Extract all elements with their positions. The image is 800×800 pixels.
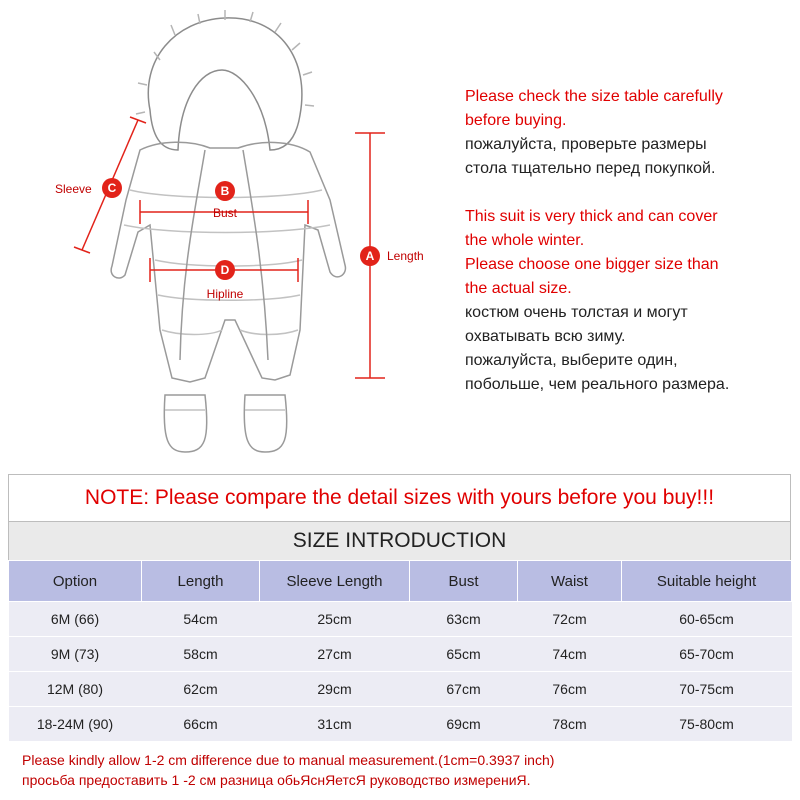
table-cell: 58cm	[142, 637, 260, 672]
note-line: охватывать всю зиму.	[465, 328, 626, 345]
note-line: Please choose one bigger size than	[465, 256, 719, 273]
snowsuit-outline	[111, 10, 345, 452]
table-cell: 6M (66)	[9, 602, 142, 637]
note-line: This suit is very thick and can cover	[465, 208, 718, 225]
table-cell: 9M (73)	[9, 637, 142, 672]
table-cell: 74cm	[518, 637, 622, 672]
table-cell: 72cm	[518, 602, 622, 637]
table-cell: 65cm	[410, 637, 518, 672]
footnote-russian: просьба предоставить 1 -2 см разница обьЯснЯетсЯ руководство измерениЯ.	[22, 772, 531, 788]
table-cell: 12M (80)	[9, 672, 142, 707]
size-table-title: SIZE INTRODUCTION	[8, 522, 791, 560]
table-row	[9, 637, 792, 672]
table-cell: 66cm	[142, 707, 260, 742]
marker-d	[215, 260, 235, 280]
note-line: пожалуйста, проверьте размеры	[465, 136, 707, 153]
hipline-label: Hipline	[206, 287, 244, 301]
note-line: the actual size.	[465, 280, 572, 297]
table-cell: 70-75cm	[622, 672, 792, 707]
table-cell: 31cm	[260, 707, 410, 742]
table-header-row	[9, 561, 792, 602]
header-length: Length	[142, 561, 260, 602]
header-option: Option	[9, 561, 142, 602]
note-line: Please check the size table carefully	[465, 88, 723, 105]
note-line: костюм очень толстая и могут	[465, 304, 688, 321]
note-line: пожалуйста, выберите один,	[465, 352, 678, 369]
header-sleeve-length: Sleeve Length	[260, 561, 410, 602]
table-cell: 65-70cm	[622, 637, 792, 672]
snowsuit-size-diagram	[0, 0, 460, 470]
table-row	[9, 707, 792, 742]
table-cell: 18-24M (90)	[9, 707, 142, 742]
size-check-note	[465, 85, 795, 181]
table-cell: 60-65cm	[622, 602, 792, 637]
length-label: Length	[387, 249, 424, 263]
compare-sizes-note: NOTE: Please compare the detail sizes with yours before you buy!!!	[8, 474, 791, 522]
note-line: the whole winter.	[465, 232, 585, 249]
header-waist: Waist	[518, 561, 622, 602]
note-line: побольше, чем реального размера.	[465, 376, 730, 393]
marker-b-letter: B	[220, 184, 230, 198]
size-table-section	[8, 474, 791, 742]
marker-b	[215, 181, 235, 201]
table-cell: 69cm	[410, 707, 518, 742]
table-row	[9, 602, 792, 637]
table-cell: 78cm	[518, 707, 622, 742]
marker-c	[102, 178, 122, 198]
table-cell: 75-80cm	[622, 707, 792, 742]
measurement-lines	[74, 117, 385, 378]
table-cell: 62cm	[142, 672, 260, 707]
table-cell: 29cm	[260, 672, 410, 707]
size-table	[8, 560, 792, 742]
marker-a	[360, 246, 380, 266]
marker-a-letter: A	[365, 249, 375, 263]
table-cell: 54cm	[142, 602, 260, 637]
note-line: before buying.	[465, 112, 567, 129]
header-suitable-height: Suitable height	[622, 561, 792, 602]
bust-label: Bust	[212, 206, 238, 220]
marker-d-letter: D	[220, 263, 230, 277]
measurement-footnote	[22, 750, 554, 790]
table-cell: 27cm	[260, 637, 410, 672]
note-line: стола тщательно перед покупкой.	[465, 160, 716, 177]
sleeve-label: Sleeve	[55, 182, 92, 196]
header-bust: Bust	[410, 561, 518, 602]
table-cell: 25cm	[260, 602, 410, 637]
thick-suit-note	[465, 205, 795, 397]
table-cell: 63cm	[410, 602, 518, 637]
table-cell: 67cm	[410, 672, 518, 707]
footnote-english: Please kindly allow 1-2 cm difference due to manual measurement.(1cm=0.3937 inch)	[22, 752, 555, 768]
marker-c-letter: C	[107, 181, 117, 195]
table-cell: 76cm	[518, 672, 622, 707]
table-row	[9, 672, 792, 707]
